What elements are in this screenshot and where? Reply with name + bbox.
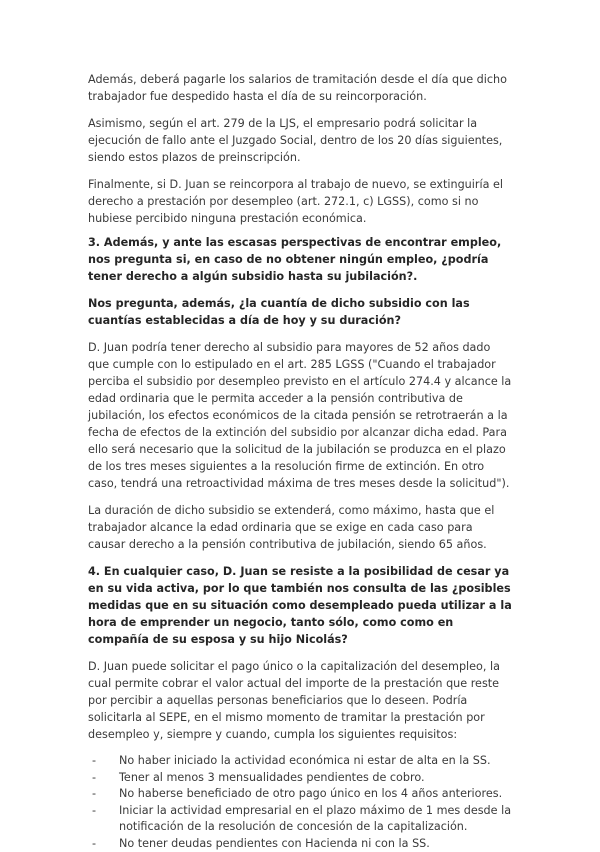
question-3-heading: 3. Además, y ante las escasas perspectivas de encontrar empleo, nos pregunta si, en caso de no obtener ningún empleo, ¿podría tener derecho a algún subsidio hasta su jubilación?. — [88, 234, 512, 285]
question-4-heading: 4. En cualquier caso, D. Juan se resiste a la posibilidad de cesar ya en su vida activa, por lo que también nos consulta de las ¿posibles medidas que en su situación como desempleado pueda utilizar a la hora de emprender un negocio, tanto sólo, como como en compañía de su esposa y su hijo Nicolás? — [88, 563, 512, 648]
list-item — [88, 786, 512, 803]
list-marker: - — [92, 753, 96, 770]
question-3-subheading: Nos pregunta, además, ¿la cuantía de dicho subsidio con las cuantías establecidas a día de hoy y su duración? — [88, 295, 512, 329]
list-marker: - — [92, 786, 96, 803]
paragraph-capitalizacion-desempleo: D. Juan puede solicitar el pago único o la capitalización del desempleo, la cual permite cobrar el valor actual del importe de la prestación que reste por percibir a aquellas personas beneficiarios que lo deseen. Podría solicitarla al SEPE, en el mismo momento de tramitar la prestación por desempleo y, siempre y cuando, cumpla los siguientes requisitos: — [88, 658, 512, 743]
paragraph-subsidio-mayores-52: D. Juan podría tener derecho al subsidio para mayores de 52 años dado que cumple con lo estipulado en el art. 285 LGSS ("Cuando el trabajador perciba el subsidio por desempleo previsto en el artículo 274.4 y alcance la edad ordinaria que le permita acceder a la pensión contributiva de jubilación, los efectos económicos de la citada pensión se retrotraerán a la fecha de efectos de la extinción del subsidio por alcanzar dicha edad. Para ello será necesario que la solicitud de la jubilación se produzca en el plazo de los tres meses siguientes a la resolución firme de extinción. En otro caso, tendrá una retroactividad máxima de tres meses desde la solicitud"). — [88, 339, 512, 492]
list-item-text: No tener deudas pendientes con Hacienda ni con la SS. — [119, 837, 430, 850]
paragraph-art-279-ljs: Asimismo, según el art. 279 de la LJS, el empresario podrá solicitar la ejecución de fallo ante el Juzgado Social, dentro de los 20 días siguientes, siendo estos plazos de preinscripción. — [88, 115, 512, 166]
list-item-text: Iniciar la actividad empresarial en el plazo máximo de 1 mes desde la notificación de la resolución de concesión de la capitalización. — [119, 804, 511, 834]
paragraph-salarios-tramitacion: Además, deberá pagarle los salarios de tramitación desde el día que dicho trabajador fue despedido hasta el día de su reincorporación. — [88, 71, 512, 105]
requirements-list — [88, 753, 512, 852]
list-marker: - — [92, 803, 96, 820]
list-item-text: No haberse beneficiado de otro pago único en los 4 años anteriores. — [119, 787, 502, 800]
list-item — [88, 803, 512, 836]
list-marker: - — [92, 770, 96, 787]
list-item-text: Tener al menos 3 mensualidades pendientes de cobro. — [119, 771, 425, 784]
list-item-text: No haber iniciado la actividad económica ni estar de alta en la SS. — [119, 754, 491, 767]
list-marker: - — [92, 836, 96, 852]
list-item — [88, 770, 512, 787]
paragraph-extincion-prestacion: Finalmente, si D. Juan se reincorpora al trabajo de nuevo, se extinguiría el derecho a prestación por desempleo (art. 272.1, c) LGSS), como si no hubiese percibido ninguna prestación económica. — [88, 176, 512, 227]
paragraph-duracion-subsidio: La duración de dicho subsidio se extenderá, como máximo, hasta que el trabajador alcance la edad ordinaria que se exige en cada caso para causar derecho a la pensión contributiva de jubilación, siendo 65 años. — [88, 502, 512, 553]
list-item — [88, 753, 512, 770]
list-item — [88, 836, 512, 852]
